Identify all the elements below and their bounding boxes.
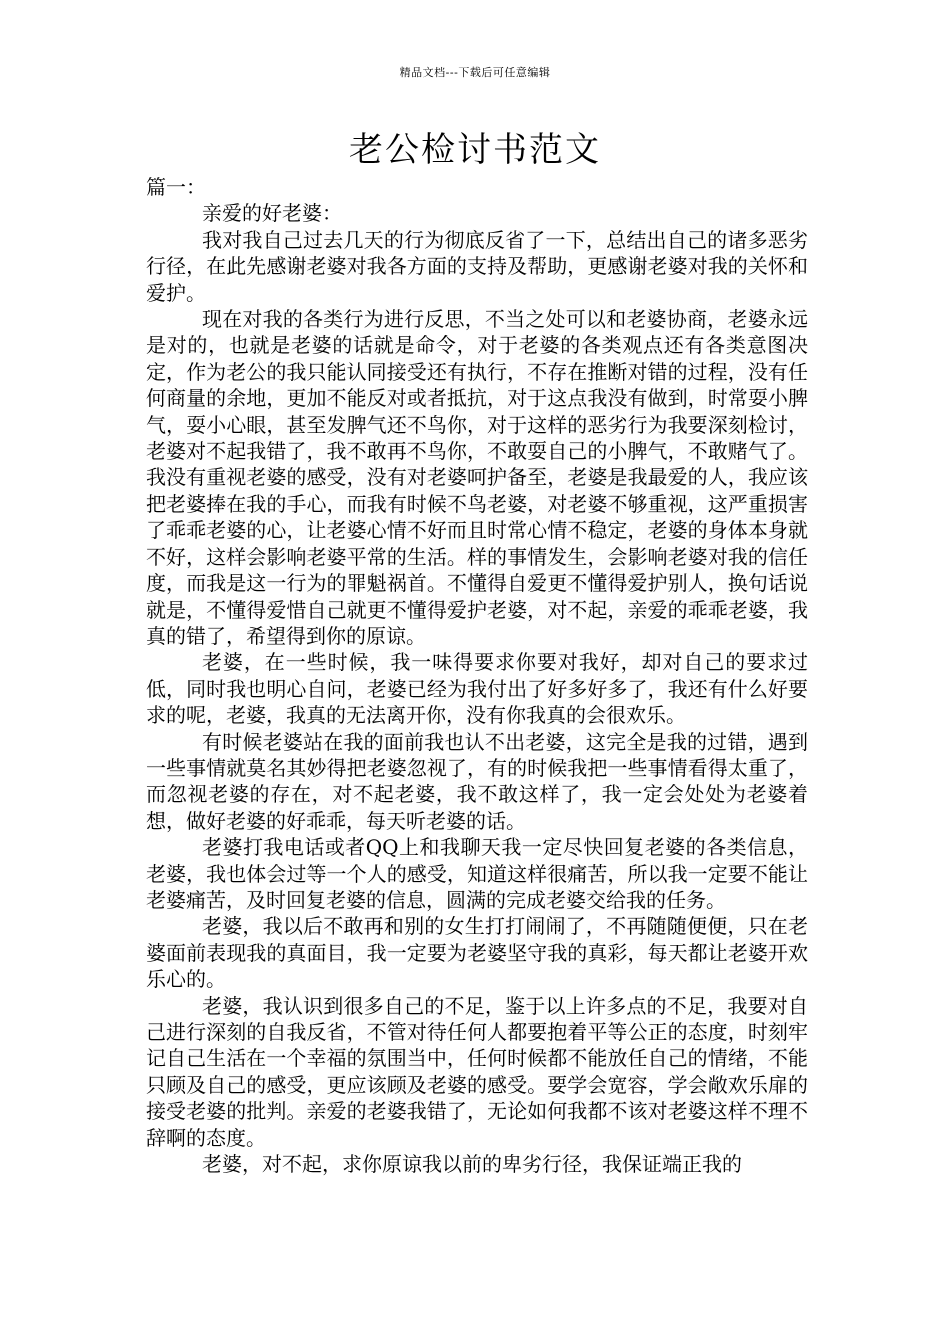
salutation: 亲爱的好老婆： bbox=[202, 201, 342, 226]
paragraph: 老婆，在一些时候，我一味得要求你要对我好，却对自己的要求过低，同时我也明心自问，老婆已经为我付出了好多好多了，我还有什么好要求的呢，老婆，我真的无法离开你，没有你我真的会很欢乐。 bbox=[146, 650, 808, 728]
paragraph: 老婆，我以后不敢再和别的女生打打闹闹了，不再随随便便，只在老婆面前表现我的真面目，我一定要为老婆坚守我的真彩，每天都让老婆开欢乐心的。 bbox=[146, 914, 808, 992]
section-label: 篇一： bbox=[146, 175, 206, 199]
document-body bbox=[146, 174, 808, 1177]
paragraph: 老婆打我电话或者QQ上和我聊天我一定尽快回复老婆的各类信息，老婆，我也体会过等一个人的感受，知道这样很痛苦，所以我一定要不能让老婆痛苦，及时回复老婆的信息，圆满的完成老婆交给我的任务。 bbox=[146, 835, 808, 912]
paragraph: 我对我自己过去几天的行为彻底反省了一下，总结出自己的诸多恶劣行径，在此先感谢老婆对我各方面的支持及帮助，更感谢老婆对我的关怀和爱护。 bbox=[146, 227, 808, 305]
document-title: 老公检讨书范文 bbox=[349, 130, 601, 170]
paragraph: 老婆，我认识到很多自己的不足，鉴于以上许多点的不足，我要对自己进行深刻的自我反省，不管对待任何人都要抱着平等公正的态度，时刻牢记自己生活在一个幸福的氛围当中，任何时候都不能放任自己的情绪，不能只顾及自己的感受，更应该顾及老婆的感受。要学会宽容，学会敞欢乐扉的接受老婆的批判。亲爱的老婆我错了，无论如何我都不该对老婆这样不理不辞啊的态度。 bbox=[146, 993, 808, 1150]
paragraph: 老婆，对不起，求你原谅我以前的卑劣行径，我保证端正我的 bbox=[202, 1152, 742, 1177]
paragraph: 现在对我的各类行为进行反思，不当之处可以和老婆协商，老婆永远是对的，也就是老婆的话就是命令，对于老婆的各类观点还有各类意图决定，作为老公的我只能认同接受还有执行，不存在推断对错的过程，没有任何商量的余地，更加不能反对或者抵抗，对于这点我没有做到，时常耍小脾气，耍小心眼，甚至发脾气还不鸟你，对于这样的恶劣行为我要深刻检讨，老婆对不起我错了，我不敢再不鸟你，不敢耍自己的小脾气，不敢赌气了。我没有重视老婆的感受，没有对老婆呵护备至，老婆是我最爱的人，我应该把老婆捧在我的手心，而我有时候不鸟老婆，对老婆不够重视，这严重损害了乖乖老婆的心，让老婆心情不好而且时常心情不稳定，老婆的身体本身就不好，这样会影响老婆平常的生活。样的事情发生，会影响老婆对我的信任度，而我是这一行为的罪魁祸首。不懂得自爱更不懂得爱护别人，换句话说就是，不懂得爱惜自己就更不懂得爱护老婆，对不起，亲爱的乖乖老婆，我真的错了，希望得到你的原谅。 bbox=[146, 307, 808, 648]
header-note: 精品文档---下载后可任意编辑 bbox=[399, 66, 551, 79]
paragraph: 有时候老婆站在我的面前我也认不出老婆，这完全是我的过错，遇到一些事情就莫名其妙得把老婆忽视了，有的时候我把一些事情看得太重了，而忽视老婆的存在，对不起老婆，我不敢这样了，我一定会处处为老婆着想，做好老婆的好乖乖，每天听老婆的话。 bbox=[146, 729, 808, 833]
